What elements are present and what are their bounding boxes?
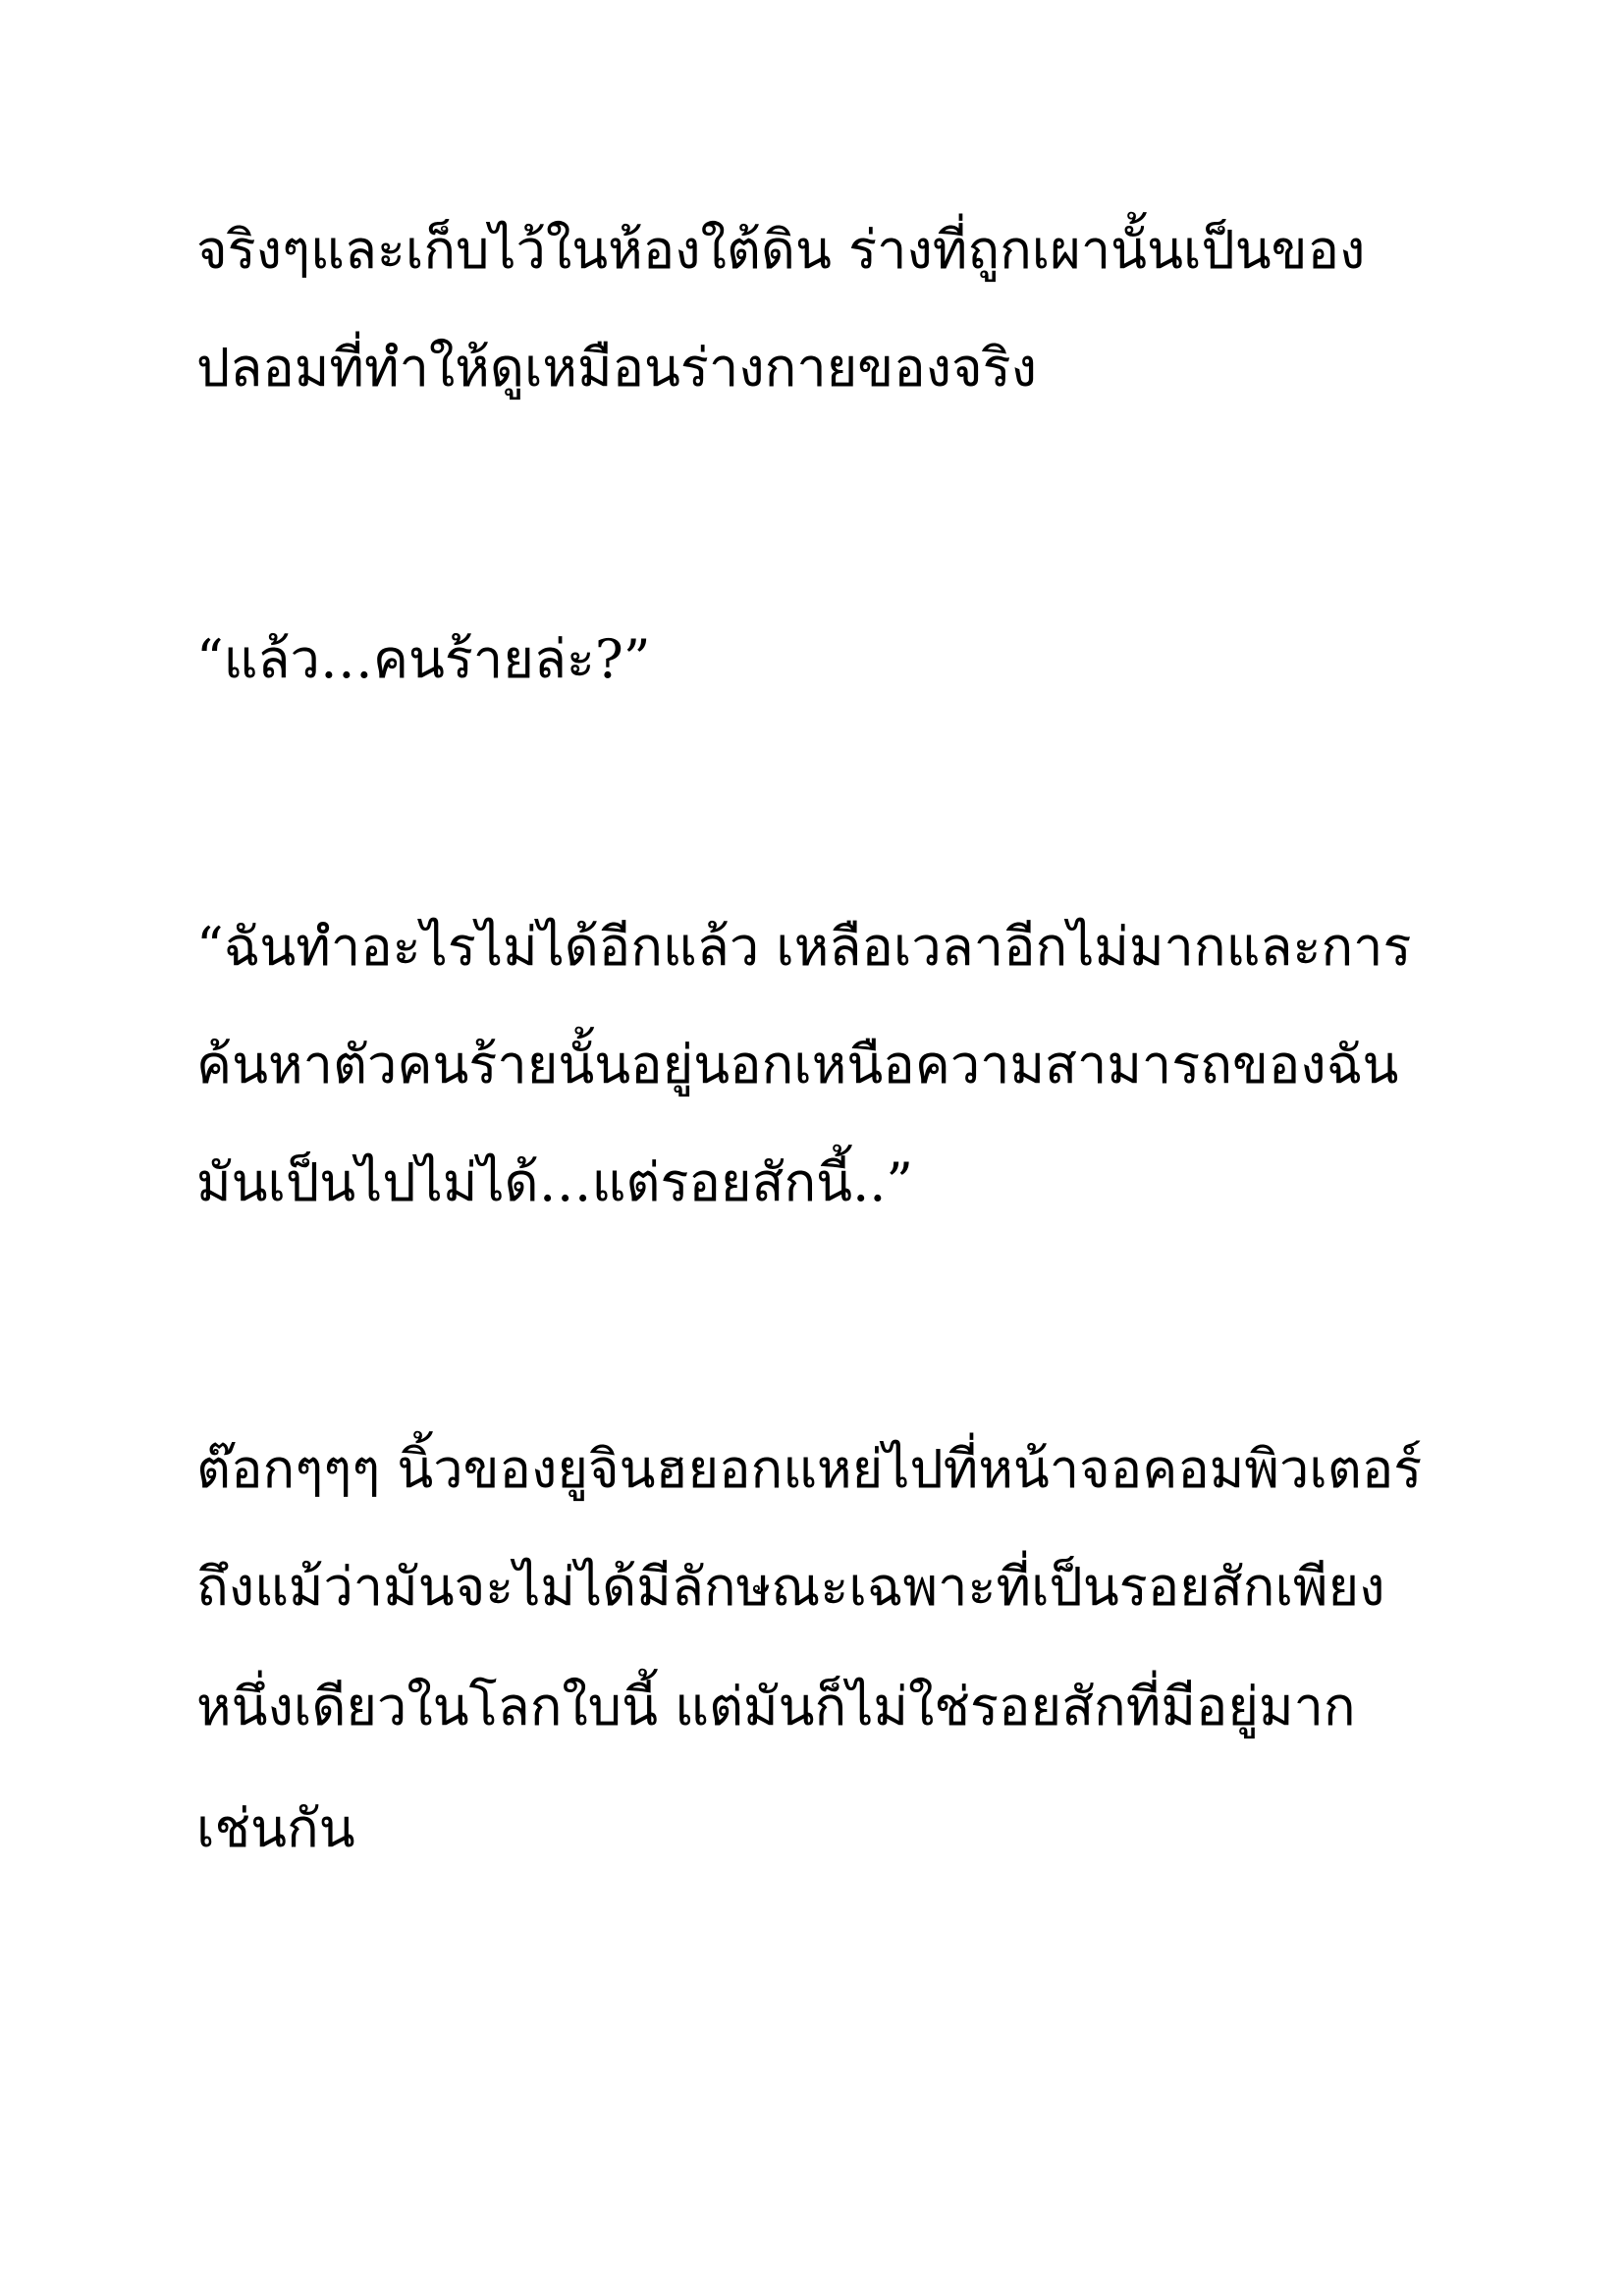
paragraph-4-line-4: เช่นกัน (196, 1797, 355, 1859)
paragraph-4-line-3: หนึ่งเดียวในโลกใบนี้ แต่มันก็ไม่ใช่รอยสักที่มีอยู่มาก (196, 1676, 1356, 1737)
paragraph-3-line-2: ค้นหาตัวคนร้ายนั้นอยู่นอกเหนือความสามารถของฉัน (196, 1034, 1399, 1095)
paragraph-4-line-1: ต๊อกๆๆๆ นิ้วของยูจินฮยอกแหย่ไปที่หน้าจอคอมพิวเตอร์ (196, 1438, 1423, 1500)
paragraph-3-line-1: “ฉันทำอะไรไม่ได้อีกแล้ว เหลือเวลาอีกไม่มากและการ (196, 916, 1412, 978)
paragraph-1-line-1: จริงๆและเก็บไว้ในห้องใต้ดิน ร่างที่ถูกเผานั้นเป็นของ (196, 219, 1366, 281)
paragraph-2-line-1: “แล้ว…คนร้ายล่ะ?” (196, 628, 651, 690)
paragraph-4-line-2: ถึงแม้ว่ามันจะไม่ได้มีลักษณะเฉพาะที่เป็นรอยสักเพียง (196, 1556, 1385, 1618)
paragraph-1-line-2: ปลอมที่ทำให้ดูเหมือนร่างกายของจริง (196, 337, 1038, 399)
paragraph-3-line-3: มันเป็นไปไม่ได้…แต่รอยสักนี้..” (196, 1151, 914, 1213)
